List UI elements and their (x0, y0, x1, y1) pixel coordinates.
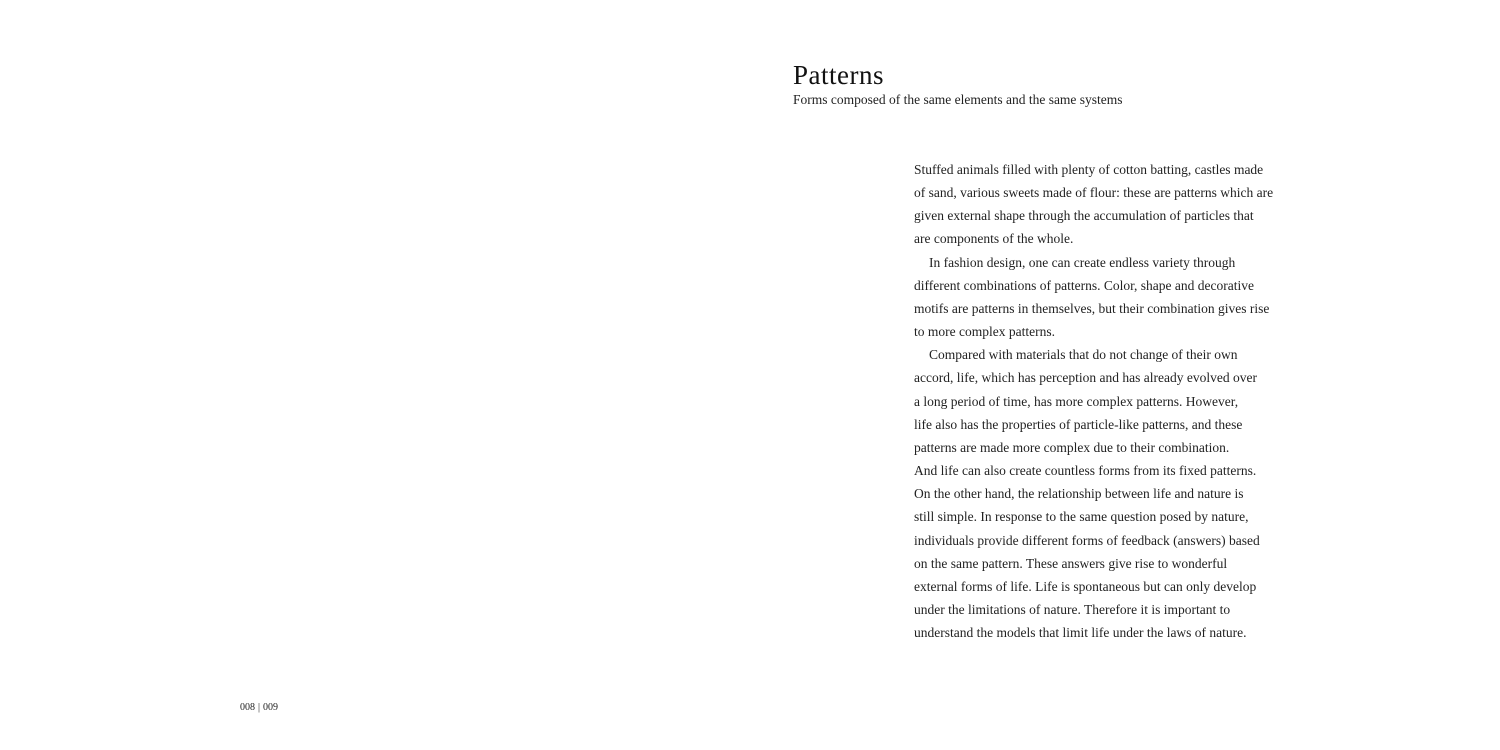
text-line: patterns are made more complex due to their combination. (914, 439, 1230, 455)
text-line: to more complex patterns. (914, 324, 1055, 340)
page-title: Patterns (793, 60, 884, 90)
text-line: motifs are patterns in themselves, but their combination gives rise (914, 300, 1270, 316)
text-line: Stuffed animals filled with plenty of cotton batting, castles made (914, 162, 1264, 177)
text-line: given external shape through the accumulation of particles that (914, 208, 1254, 224)
text-line: On the other hand, the relationship between life and nature is (914, 486, 1244, 502)
text-line: life also has the properties of particle-like patterns, and these (914, 416, 1243, 432)
paragraph-2 (914, 251, 1270, 344)
page-subtitle: Forms composed of the same elements and the same systems (793, 92, 1123, 107)
page-numbers (240, 702, 278, 714)
text-line: individuals provide different forms of feedback (answers) based (914, 532, 1260, 548)
text-line: are components of the whole. (914, 231, 1074, 247)
text-line: still simple. In response to the same question posed by nature, (914, 509, 1249, 525)
text-line: In fashion design, one can create endless variety through (929, 254, 1236, 270)
text-line: a long period of time, has more complex patterns. However, (914, 393, 1239, 409)
page-number-left: 008 (240, 702, 255, 713)
text-line: Compared with materials that do not change of their own (929, 347, 1238, 363)
text-line: under the limitations of nature. Therefore it is important to (914, 601, 1231, 617)
text-line: accord, life, which has perception and has already evolved over (914, 370, 1257, 386)
paragraph-3 (914, 343, 1266, 644)
page-number-separator: | (258, 702, 261, 713)
paragraph-1 (914, 158, 1274, 251)
page-number-right: 009 (263, 702, 279, 713)
text-line: understand the models that limit life under the laws of nature. (914, 625, 1247, 641)
text-line: on the same pattern. These answers give rise to wonderful (914, 555, 1228, 571)
body-text (914, 158, 1274, 644)
text-line: And life can also create countless forms from its fixed patterns. (914, 463, 1257, 479)
text-line: external forms of life. Life is spontaneous but can only develop (914, 578, 1257, 594)
text-line: different combinations of patterns. Color, shape and decorative (914, 277, 1254, 293)
text-line: of sand, various sweets made of flour: these are patterns which are (914, 185, 1274, 201)
